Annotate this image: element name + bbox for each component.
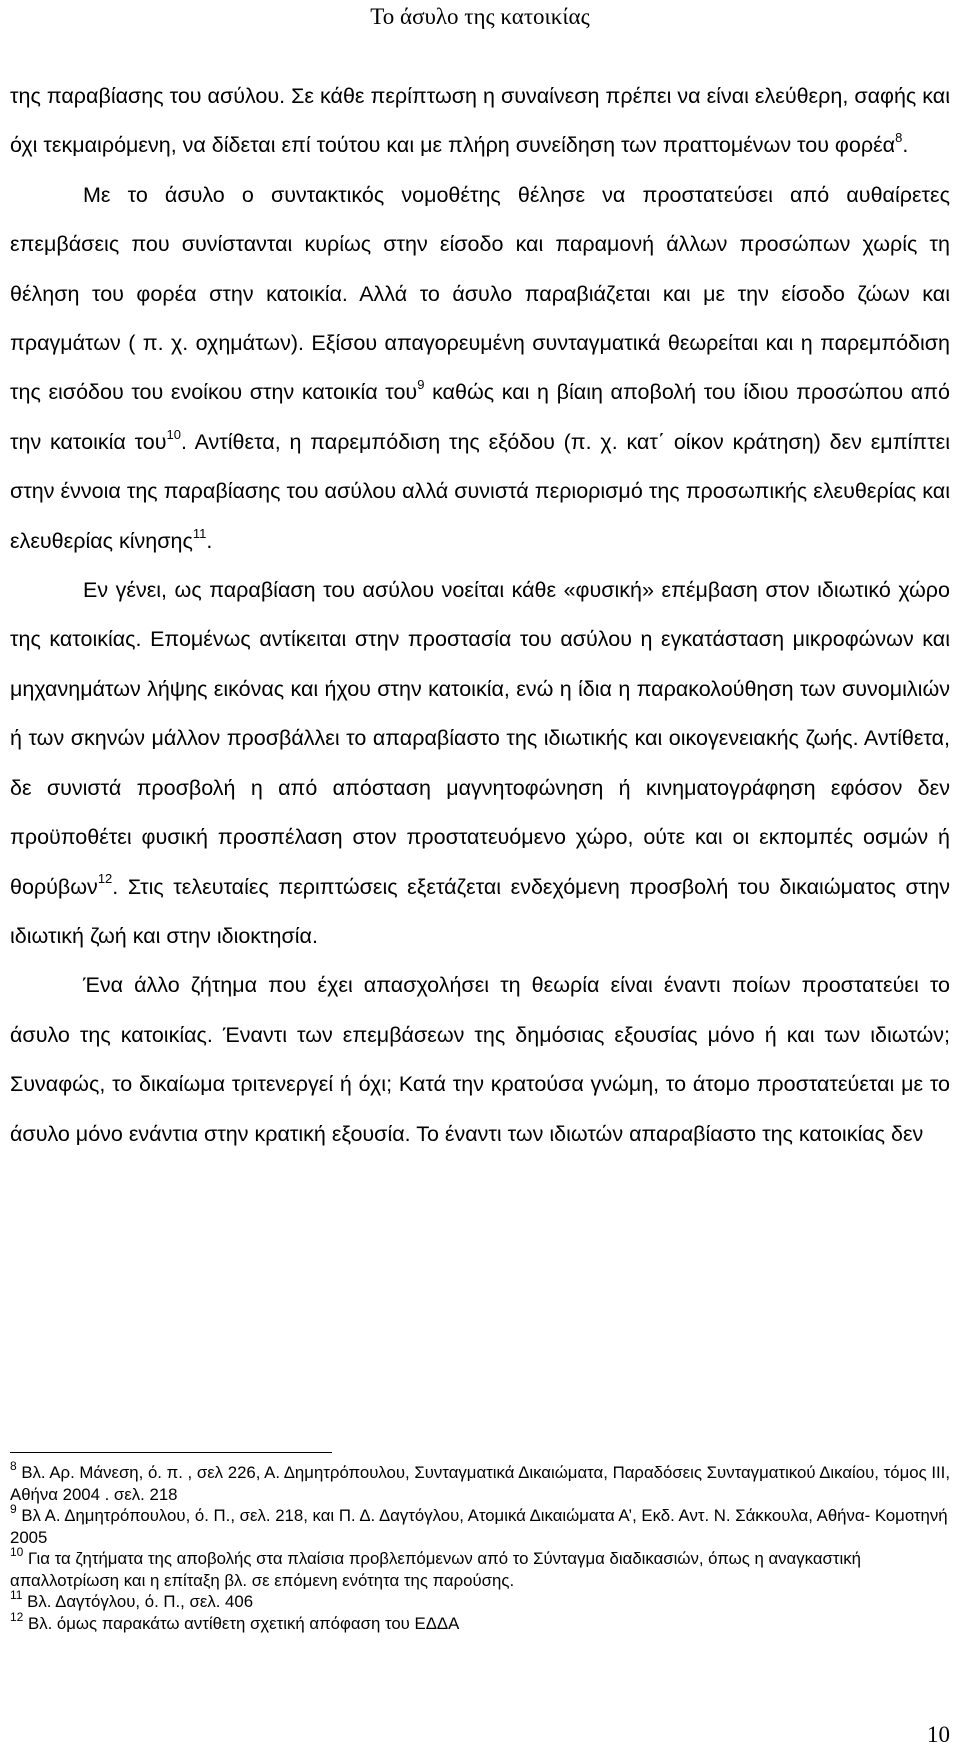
paragraph-continuation: [10, 72, 950, 171]
footnote: [10, 1545, 950, 1591]
paragraph-text: Ένα άλλο ζήτημα που έχει απασχολήσει τη θεωρία είναι έναντι ποίων προστατεύει το άσυλο της κατοικίας. Έναντι των επεμβάσεων της δημόσιας εξουσίας μόνο ή και των ιδιωτών; Συναφώς, το δικαίωμα τριτενεργεί ή όχι; Κατά την κρατούσα γνώμη, το άτομο προστατεύεται με το άσυλο μόνο ενάντια στην κρατική εξουσία. Το έναντι των ιδιωτών απαραβίαστο της κατοικίας δεν: [10, 973, 950, 1146]
paragraph-text: Με το άσυλο ο συντακτικός νομοθέτης θέλησε να προστατεύσει από αυθαίρετες επεμβάσεις που συνίστανται κυρίως στην είσοδο και παραμονή άλλων προσώπων χωρίς τη θέληση του φορέα στην κατοικία. Αλλά το άσυλο παραβιάζεται και με την είσοδο ζώων και πραγμάτων ( π. χ. οχημάτων). Εξίσου απαγορευμένη συνταγματικά θεωρείται και η παρεμπόδιση της εισόδου του ενοίκου στην κατοικία του: [10, 182, 950, 405]
running-header: Το άσυλο της κατοικίας: [370, 4, 590, 29]
footnote-text: Για τα ζητήματα της αποβολής στα πλαίσια προβλεπόμενων από το Σύνταγμα διαδικασιών, όπως η αναγκαστική απαλλοτρίωση και η επίταξη βλ. σε επόμενη ενότητα της παρούσης.: [10, 1549, 861, 1590]
footnote: [10, 1609, 950, 1635]
paragraph-text: .: [206, 528, 213, 553]
footnote-number: 11: [10, 1588, 23, 1603]
footnote: [10, 1588, 950, 1613]
paragraph: [10, 171, 950, 566]
paragraph: [10, 566, 950, 961]
footnote-text: Βλ Α. Δημητρόπουλου, ό. Π., σελ. 218, και Π. Δ. Δαγτόγλου, Ατομικά Δικαιώματα Α’, Εκδ. Αντ. Ν. Σάκκουλα, Αθήνα- Κομοτηνή 2005: [10, 1506, 948, 1547]
paragraph-text: Εν γένει, ως παραβίαση του ασύλου νοείται κάθε «φυσική» επέμβαση στον ιδιωτικό χώρο της κατοικίας. Επομένως αντίκειται στην προστασία του ασύλου η εγκατάσταση μικροφώνων και μηχανημάτων λήψης εικόνας και ήχου στην κατοικία, ενώ η ίδια η παρακολούθηση των συνομιλιών ή των σκηνών μάλλον προσβάλλει το απαραβίαστο της ιδιωτικής και οικογενειακής ζωής. Αντίθετα, δε συνιστά προσβολή η από απόσταση μαγνητοφώνηση ή κινηματογράφηση εφόσον δεν προϋποθέτει φυσική προσπέλαση στον προστατευόμενο χώρο, ούτε και οι εκπομπές οσμών ή θορύβων: [10, 578, 950, 899]
paragraph-text: .: [902, 133, 909, 158]
footnote-ref[interactable]: 9: [417, 377, 425, 393]
footnote-ref[interactable]: 10: [166, 426, 181, 442]
footnote: [10, 1459, 950, 1505]
paragraph-text: . Στις τελευταίες περιπτώσεις εξετάζεται ενδεχόμενη προσβολή του δικαιώματος στην ιδιωτική ζωή και στην ιδιοκτησία.: [10, 874, 950, 948]
page-number: 10: [927, 1722, 950, 1747]
footnote-separator: [10, 1452, 332, 1453]
footnote-text: Βλ. Δαγτόγλου, ό. Π., σελ. 406: [22, 1592, 254, 1611]
footnote: [10, 1502, 950, 1548]
footnote-ref[interactable]: 12: [97, 871, 113, 887]
footnote-number: 12: [10, 1609, 24, 1624]
footnotes: [10, 1459, 950, 1634]
paragraph-text: της παραβίασης του ασύλου. Σε κάθε περίπτωση η συναίνεση πρέπει να είναι ελεύθερη, σαφής και όχι τεκμαιρόμενη, να δίδεται επί τούτου και με πλήρη συνείδηση των πραττομένων του φορέα: [10, 84, 950, 158]
footnote-number: 8: [10, 1459, 17, 1474]
paragraph-text: καθώς και η βίαιη αποβολή του ίδιου προσώπου από την κατοικία του: [10, 380, 950, 454]
footnote-ref[interactable]: 11: [192, 525, 207, 541]
footnote-number: 9: [10, 1502, 17, 1517]
paragraph: [10, 961, 950, 1159]
footnote-text: Βλ. Αρ. Μάνεση, ό. π. , σελ 226, Α. Δημητρόπουλου, Συνταγματικά Δικαιώματα, Παραδόσεις Συνταγματικού Δικαίου, τόμος ΙΙΙ, Αθήνα 2004 . σελ. 218: [10, 1463, 950, 1504]
footnote-ref[interactable]: 8: [895, 130, 903, 146]
body-text: [10, 72, 950, 1159]
footnote-number: 10: [10, 1545, 24, 1560]
paragraph-text: . Αντίθετα, η παρεμπόδιση της εξόδου (π. χ. κατ΄ οίκον κράτηση) δεν εμπίπτει στην έννοια της παραβίασης του ασύλου αλλά συνιστά περιορισμό της προσωπικής ελευθερίας και ελευθερίας κίνησης: [10, 429, 950, 553]
footnote-text: Βλ. όμως παρακάτω αντίθετη σχετική απόφαση του ΕΔΔΑ: [23, 1613, 460, 1633]
